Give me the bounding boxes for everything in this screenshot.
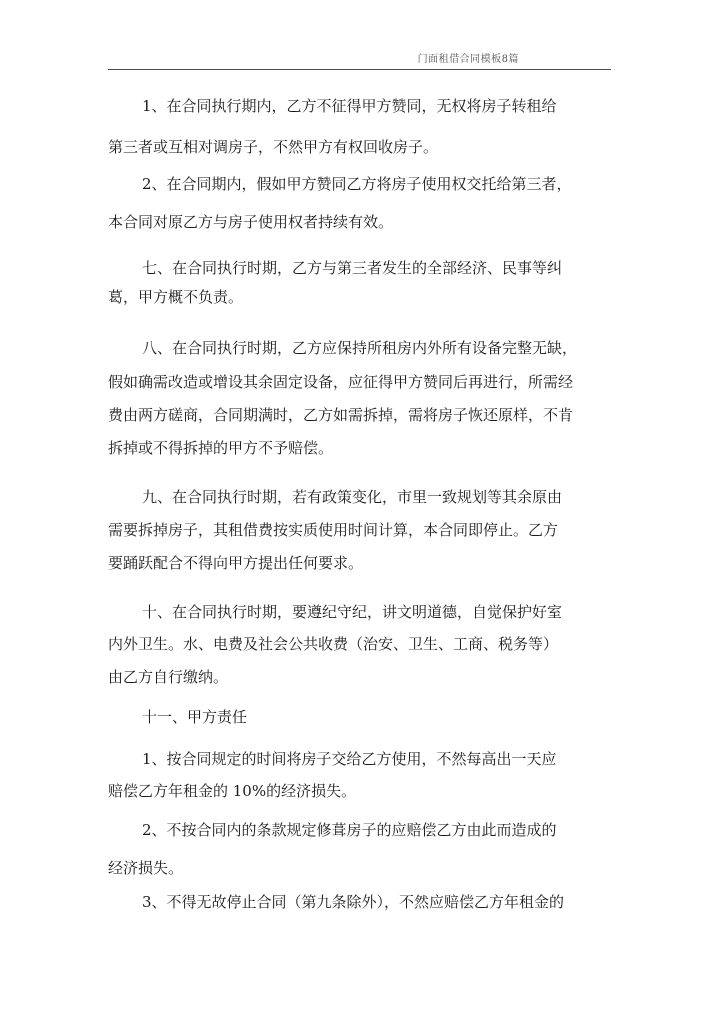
body-line: 由乙方自行缴纳。 xyxy=(108,668,229,686)
body-line: 假如确需改造或增设其余固定设备，应征得甲方赞同后再进行，所需经 xyxy=(108,373,574,391)
body-line: 第三者或互相对调房子，不然甲方有权回收房子。 xyxy=(108,138,439,156)
section-heading: 十一、甲方责任 xyxy=(142,708,248,726)
body-line: 1、在合同执行期内，乙方不征得甲方赞同，无权将房子转租给 xyxy=(142,97,557,115)
body-line: 2、在合同期内，假如甲方赞同乙方将房子使用权交托给第三者， xyxy=(142,175,572,193)
body-line: 十、在合同执行时期，要遵纪守纪，讲文明道德，自觉保护好室 xyxy=(142,603,563,621)
body-line: 经济损失。 xyxy=(108,859,184,877)
body-line: 本合同对原乙方与房子使用权者持续有效。 xyxy=(108,213,394,231)
body-line: 2、不按合同内的条款规定修葺房子的应赔偿乙方由此而造成的 xyxy=(142,821,557,839)
body-line: 八、在合同执行时期，乙方应保持所租房内外所有设备完整无缺， xyxy=(142,339,578,357)
body-line: 内外卫生。水、电费及社会公共收费（治安、卫生、工商、税务等） xyxy=(108,635,559,653)
body-line: 需要拆掉房子，其租借费按实质使用时间计算，本合同即停止。乙方 xyxy=(108,521,559,539)
header-title: 门面租借合同模板8篇 xyxy=(417,54,519,65)
body-line: 葛，甲方概不负责。 xyxy=(108,288,244,306)
body-line: 3、不得无故停止合同（第九条除外），不然应赔偿乙方年租金的 xyxy=(142,893,565,911)
body-line: 1、按合同规定的时间将房子交给乙方使用，不然每高出一天应 xyxy=(142,750,557,768)
body-line: 要踊跃配合不得向甲方提出任何要求。 xyxy=(108,554,364,572)
body-line: 七、在合同执行时期，乙方与第三者发生的全部经济、民事等纠 xyxy=(142,259,563,277)
body-line: 九、在合同执行时期，若有政策变化，市里一致规划等其余原由 xyxy=(142,488,563,506)
body-line: 费由两方磋商，合同期满时，乙方如需拆掉，需将房子恢还原样，不肯 xyxy=(108,406,574,424)
body-line: 拆掉或不得拆掉的甲方不予赔偿。 xyxy=(108,439,334,457)
header-divider xyxy=(108,69,611,70)
body-line: 赔偿乙方年租金的 10%的经济损失。 xyxy=(108,782,357,800)
